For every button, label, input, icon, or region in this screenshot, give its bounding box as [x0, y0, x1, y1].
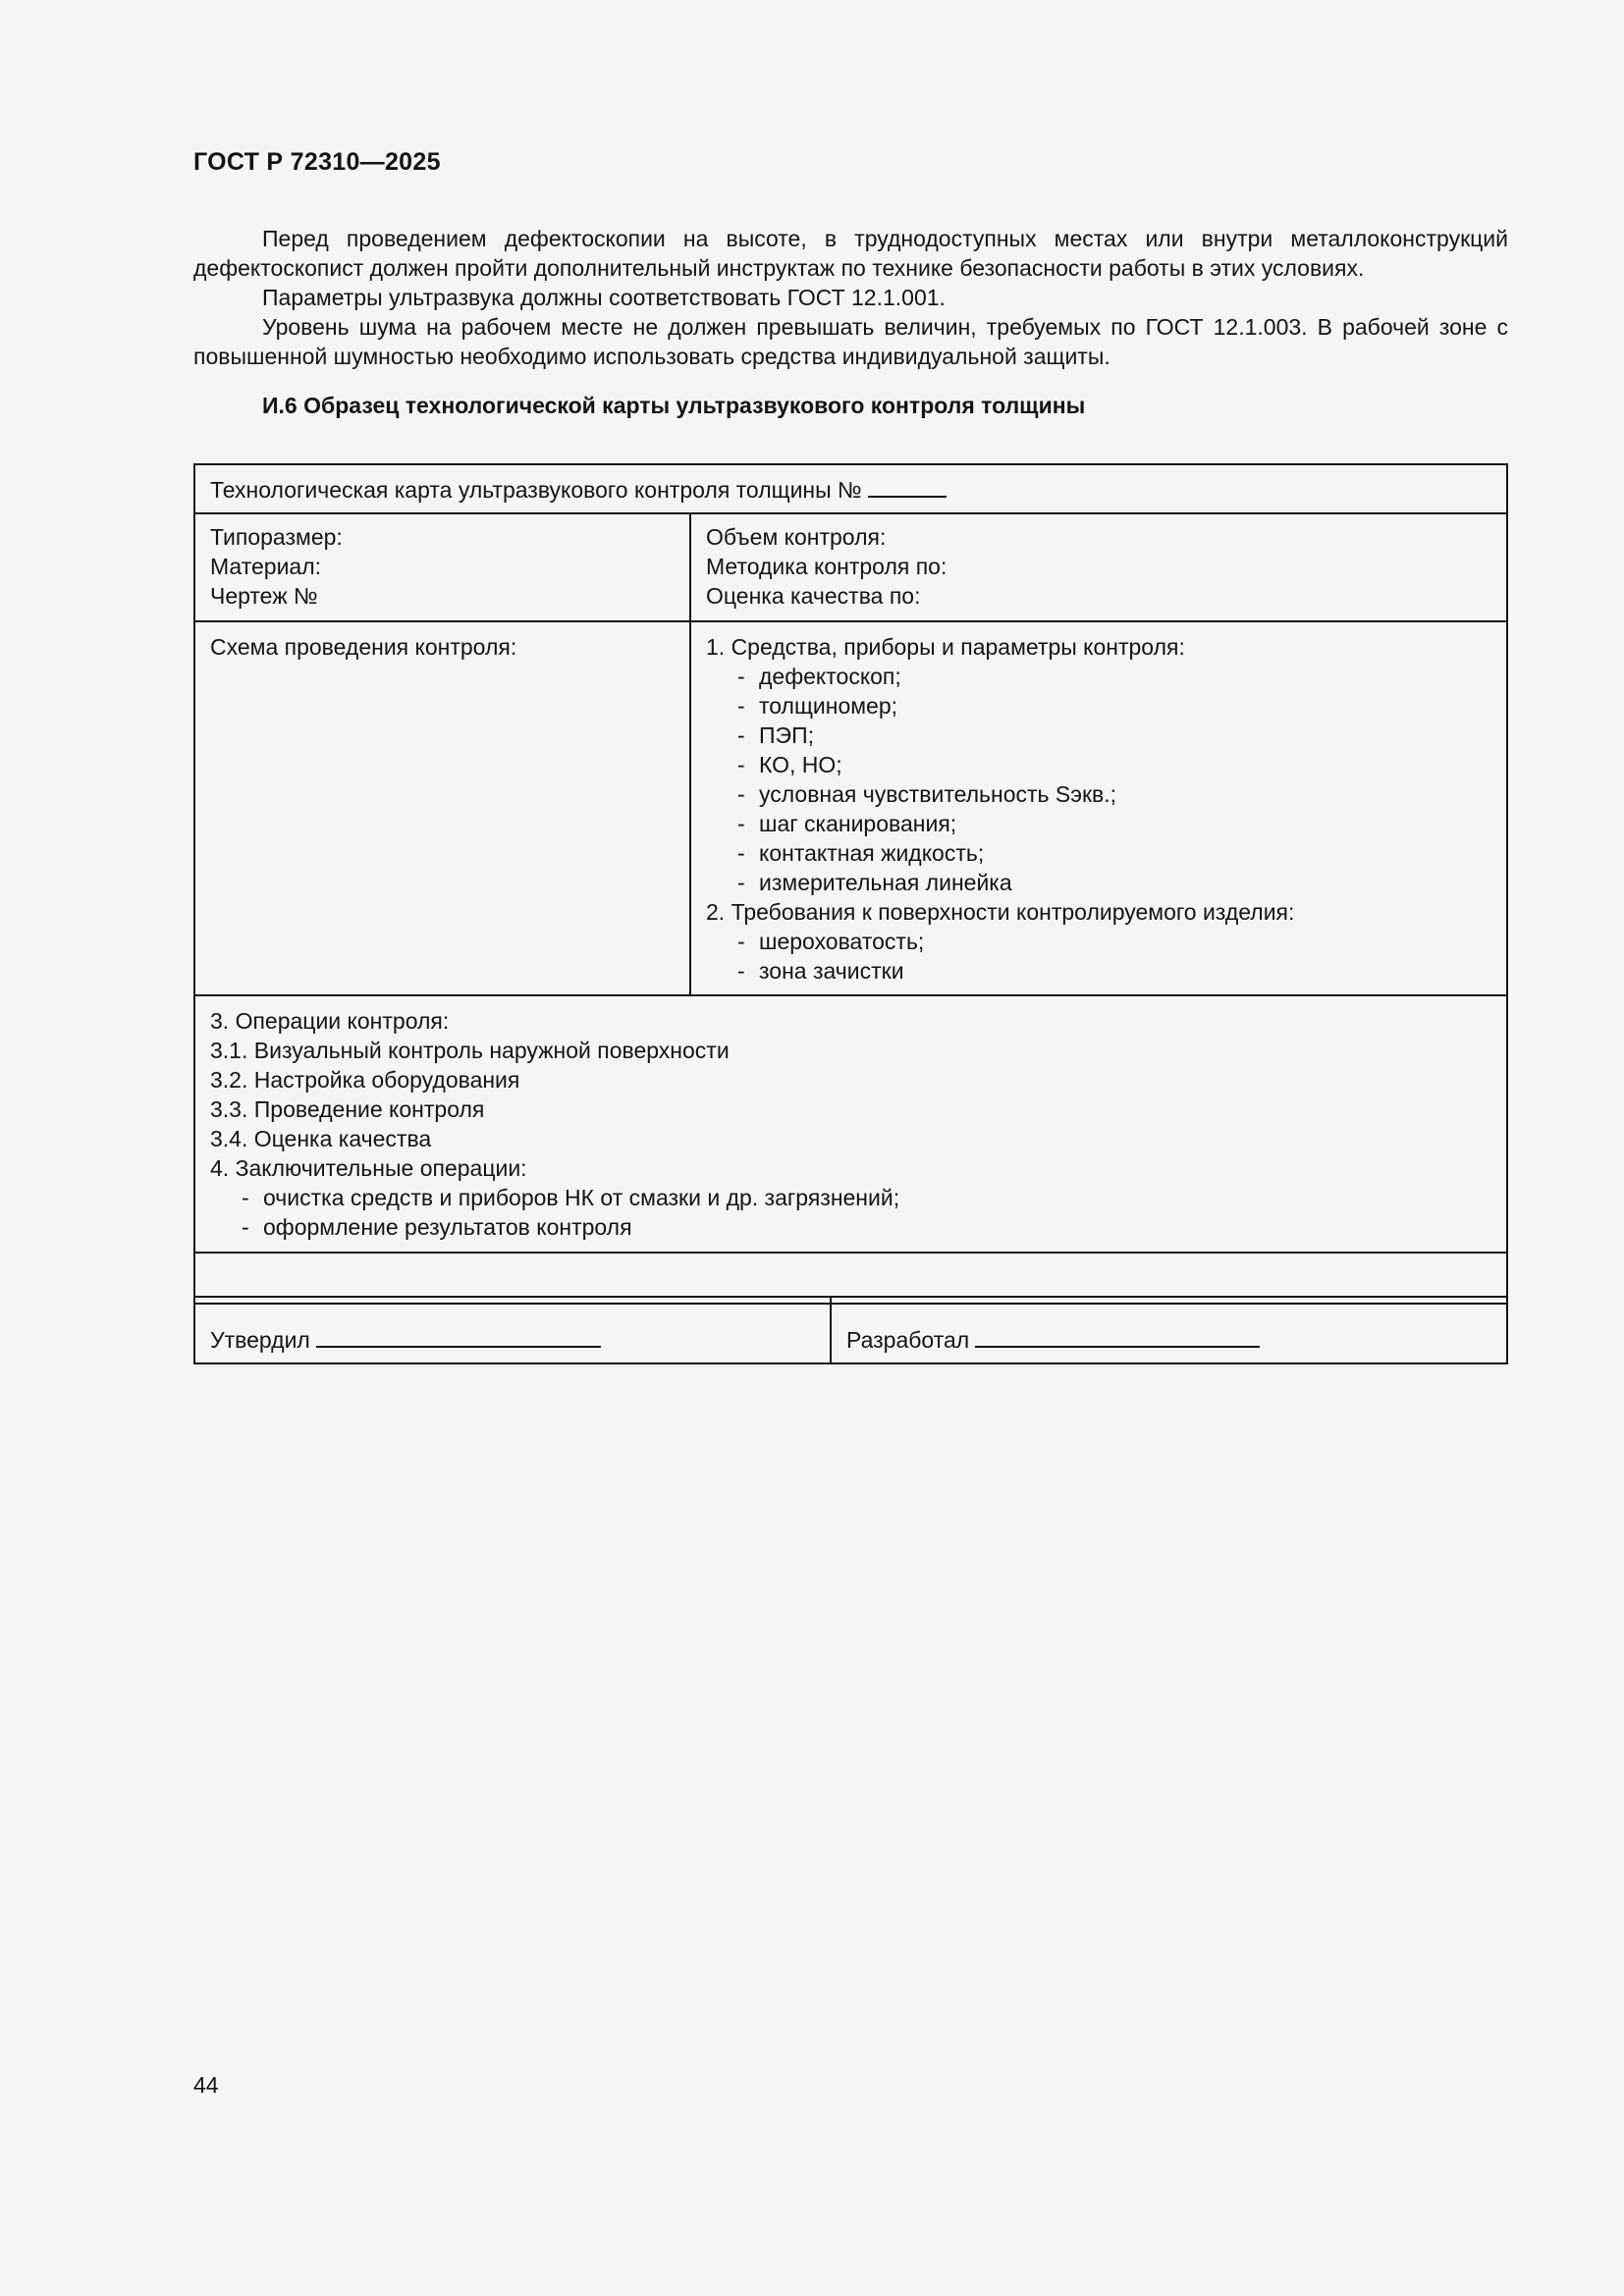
card-operations-row	[194, 995, 1507, 1253]
list-item: - условная чувствительность Sэкв.;	[737, 781, 1117, 807]
list-item: - шероховатость;	[737, 929, 925, 954]
document-header: ГОСТ Р 72310—2025	[193, 148, 441, 176]
list-item: - оформление результатов контроля	[242, 1214, 632, 1240]
operation-item: 3.3. Проведение контроля	[210, 1096, 485, 1122]
list-item: - КО, НО;	[737, 752, 842, 777]
section-heading: И.6 Образец технологической карты ультразвукового контроля толщины	[262, 393, 1086, 418]
list-item: - зона зачистки	[737, 958, 904, 984]
approved-signature-line	[316, 1326, 601, 1348]
list-item: - контактная жидкость;	[737, 840, 985, 866]
surface-heading: 2. Требования к поверхности контролируемого изделия:	[706, 899, 1295, 925]
intro-text	[193, 224, 1508, 371]
list-item: - шаг сканирования;	[737, 811, 957, 836]
paragraph-noise-level: Уровень шума на рабочем месте не должен превышать величин, требуемых по ГОСТ 12.1.003. В рабочей зоне с повышенной шумностью необходимо использовать средства индивидуальной защиты.	[193, 314, 1508, 369]
approved-label: Утвердил	[210, 1327, 310, 1353]
paragraph-ultrasound-params: Параметры ультразвука должны соответствовать ГОСТ 12.1.001.	[262, 285, 946, 310]
card-title-cell	[194, 464, 1507, 513]
attr-drawing-number: Чертеж №	[210, 583, 318, 609]
card-attributes-row	[194, 513, 1507, 621]
card-title-row	[194, 464, 1507, 513]
attr-size-type: Типоразмер:	[210, 524, 343, 550]
card-scheme-cell	[194, 621, 690, 995]
final-operations-heading: 4. Заключительные операции:	[210, 1155, 527, 1181]
paragraph-safety-briefing: Перед проведением дефектоскопии на высоте, в труднодоступных местах или внутри металлоконструкций дефектоскопист должен пройти дополнительный инструктаж по технике безопасности работы в этих условиях.	[193, 226, 1508, 281]
list-item: - толщиномер;	[737, 693, 898, 719]
signature-row	[194, 1297, 1507, 1363]
operations-heading: 3. Операции контроля:	[210, 1008, 450, 1034]
card-means-cell	[690, 621, 1507, 995]
means-heading: 1. Средства, приборы и параметры контроля:	[706, 634, 1185, 660]
attr-control-method: Методика контроля по:	[706, 554, 947, 579]
operation-item: 3.2. Настройка оборудования	[210, 1067, 520, 1093]
operation-item: 3.4. Оценка качества	[210, 1126, 432, 1151]
attr-material: Материал:	[210, 554, 322, 579]
developed-signature-line	[975, 1326, 1260, 1348]
card-left-attributes	[194, 513, 690, 621]
developed-cell	[831, 1297, 1507, 1363]
technological-card-table	[193, 463, 1508, 1305]
developed-label: Разработал	[846, 1327, 970, 1353]
card-scheme-row	[194, 621, 1507, 995]
card-right-attributes	[690, 513, 1507, 621]
page-number: 44	[193, 2072, 219, 2098]
list-item: - измерительная линейка	[737, 870, 1012, 895]
list-item: - ПЭП;	[737, 722, 814, 748]
card-number-blank	[868, 476, 947, 498]
scheme-label: Схема проведения контроля:	[210, 634, 517, 660]
attr-control-scope: Объем контроля:	[706, 524, 887, 550]
card-title: Технологическая карта ультразвукового контроля толщины №	[210, 477, 862, 503]
approved-cell	[194, 1297, 831, 1363]
signature-table	[193, 1296, 1508, 1364]
card-operations-cell	[194, 995, 1507, 1253]
attr-quality-assessment: Оценка качества по:	[706, 583, 921, 609]
list-item: - дефектоскоп;	[737, 664, 901, 689]
operation-item: 3.1. Визуальный контроль наружной поверхности	[210, 1038, 730, 1063]
list-item: - очистка средств и приборов НК от смазки и др. загрязнений;	[242, 1185, 900, 1210]
